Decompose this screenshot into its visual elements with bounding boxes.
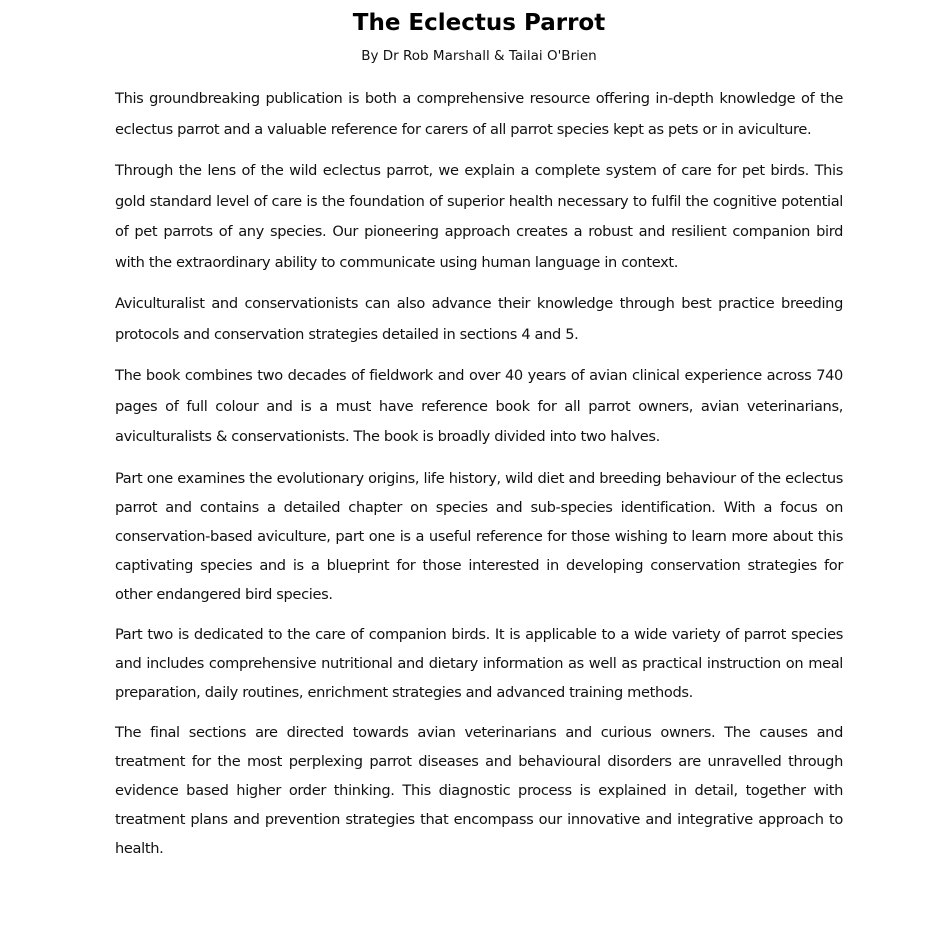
document-byline: By Dr Rob Marshall & Tailai O'Brien [361,48,597,64]
paragraph-4: The book combines two decades of fieldwork and over 40 years of avian clinical experience across 740 pages of full colour and is a must have reference book for all parrot owners, avian veterinarians, aviculturalists & conservationists. The book is broadly divided into two halves. [115,367,843,445]
paragraph-3: Aviculturalist and conservationists can also advance their knowledge through best practice breeding protocols and conservation strategies detailed in sections 4 and 5. [115,295,843,343]
document-title: The Eclectus Parrot [352,10,606,36]
paragraph-2: Through the lens of the wild eclectus parrot, we explain a complete system of care for pet birds. This gold standard level of care is the foundation of superior health necessary to fulfil the cognitive potential of pet parrots of any species. Our pioneering approach creates a robust and resilient companion bird with the extraordinary ability to communicate using human language in context. [115,162,843,271]
paragraph-7: The final sections are directed towards avian veterinarians and curious owners. The causes and treatment for the most perplexing parrot diseases and behavioural disorders are unravelled through evidence based higher order thinking. This diagnostic process is explained in detail, together with treatment plans and prevention strategies that encompass our innovative and integrative approach to health. [115,723,843,857]
paragraph-1: This groundbreaking publication is both a comprehensive resource offering in-depth knowledge of the eclectus parrot and a valuable reference for carers of all parrot species kept as pets or in aviculture. [115,90,843,138]
paragraph-5: Part one examines the evolutionary origins, life history, wild diet and breeding behaviour of the eclectus parrot and contains a detailed chapter on species and sub-species identification. With a focus on conservation-based aviculture, part one is a useful reference for those wishing to learn more about this captivating species and is a blueprint for those interested in developing conservation strategies for other endangered bird species. [115,469,843,603]
paragraph-6: Part two is dedicated to the care of companion birds. It is applicable to a wide variety of parrot species and includes comprehensive nutritional and dietary information as well as practical instruction on meal preparation, daily routines, enrichment strategies and advanced training methods. [115,625,843,701]
document-body [115,84,843,874]
